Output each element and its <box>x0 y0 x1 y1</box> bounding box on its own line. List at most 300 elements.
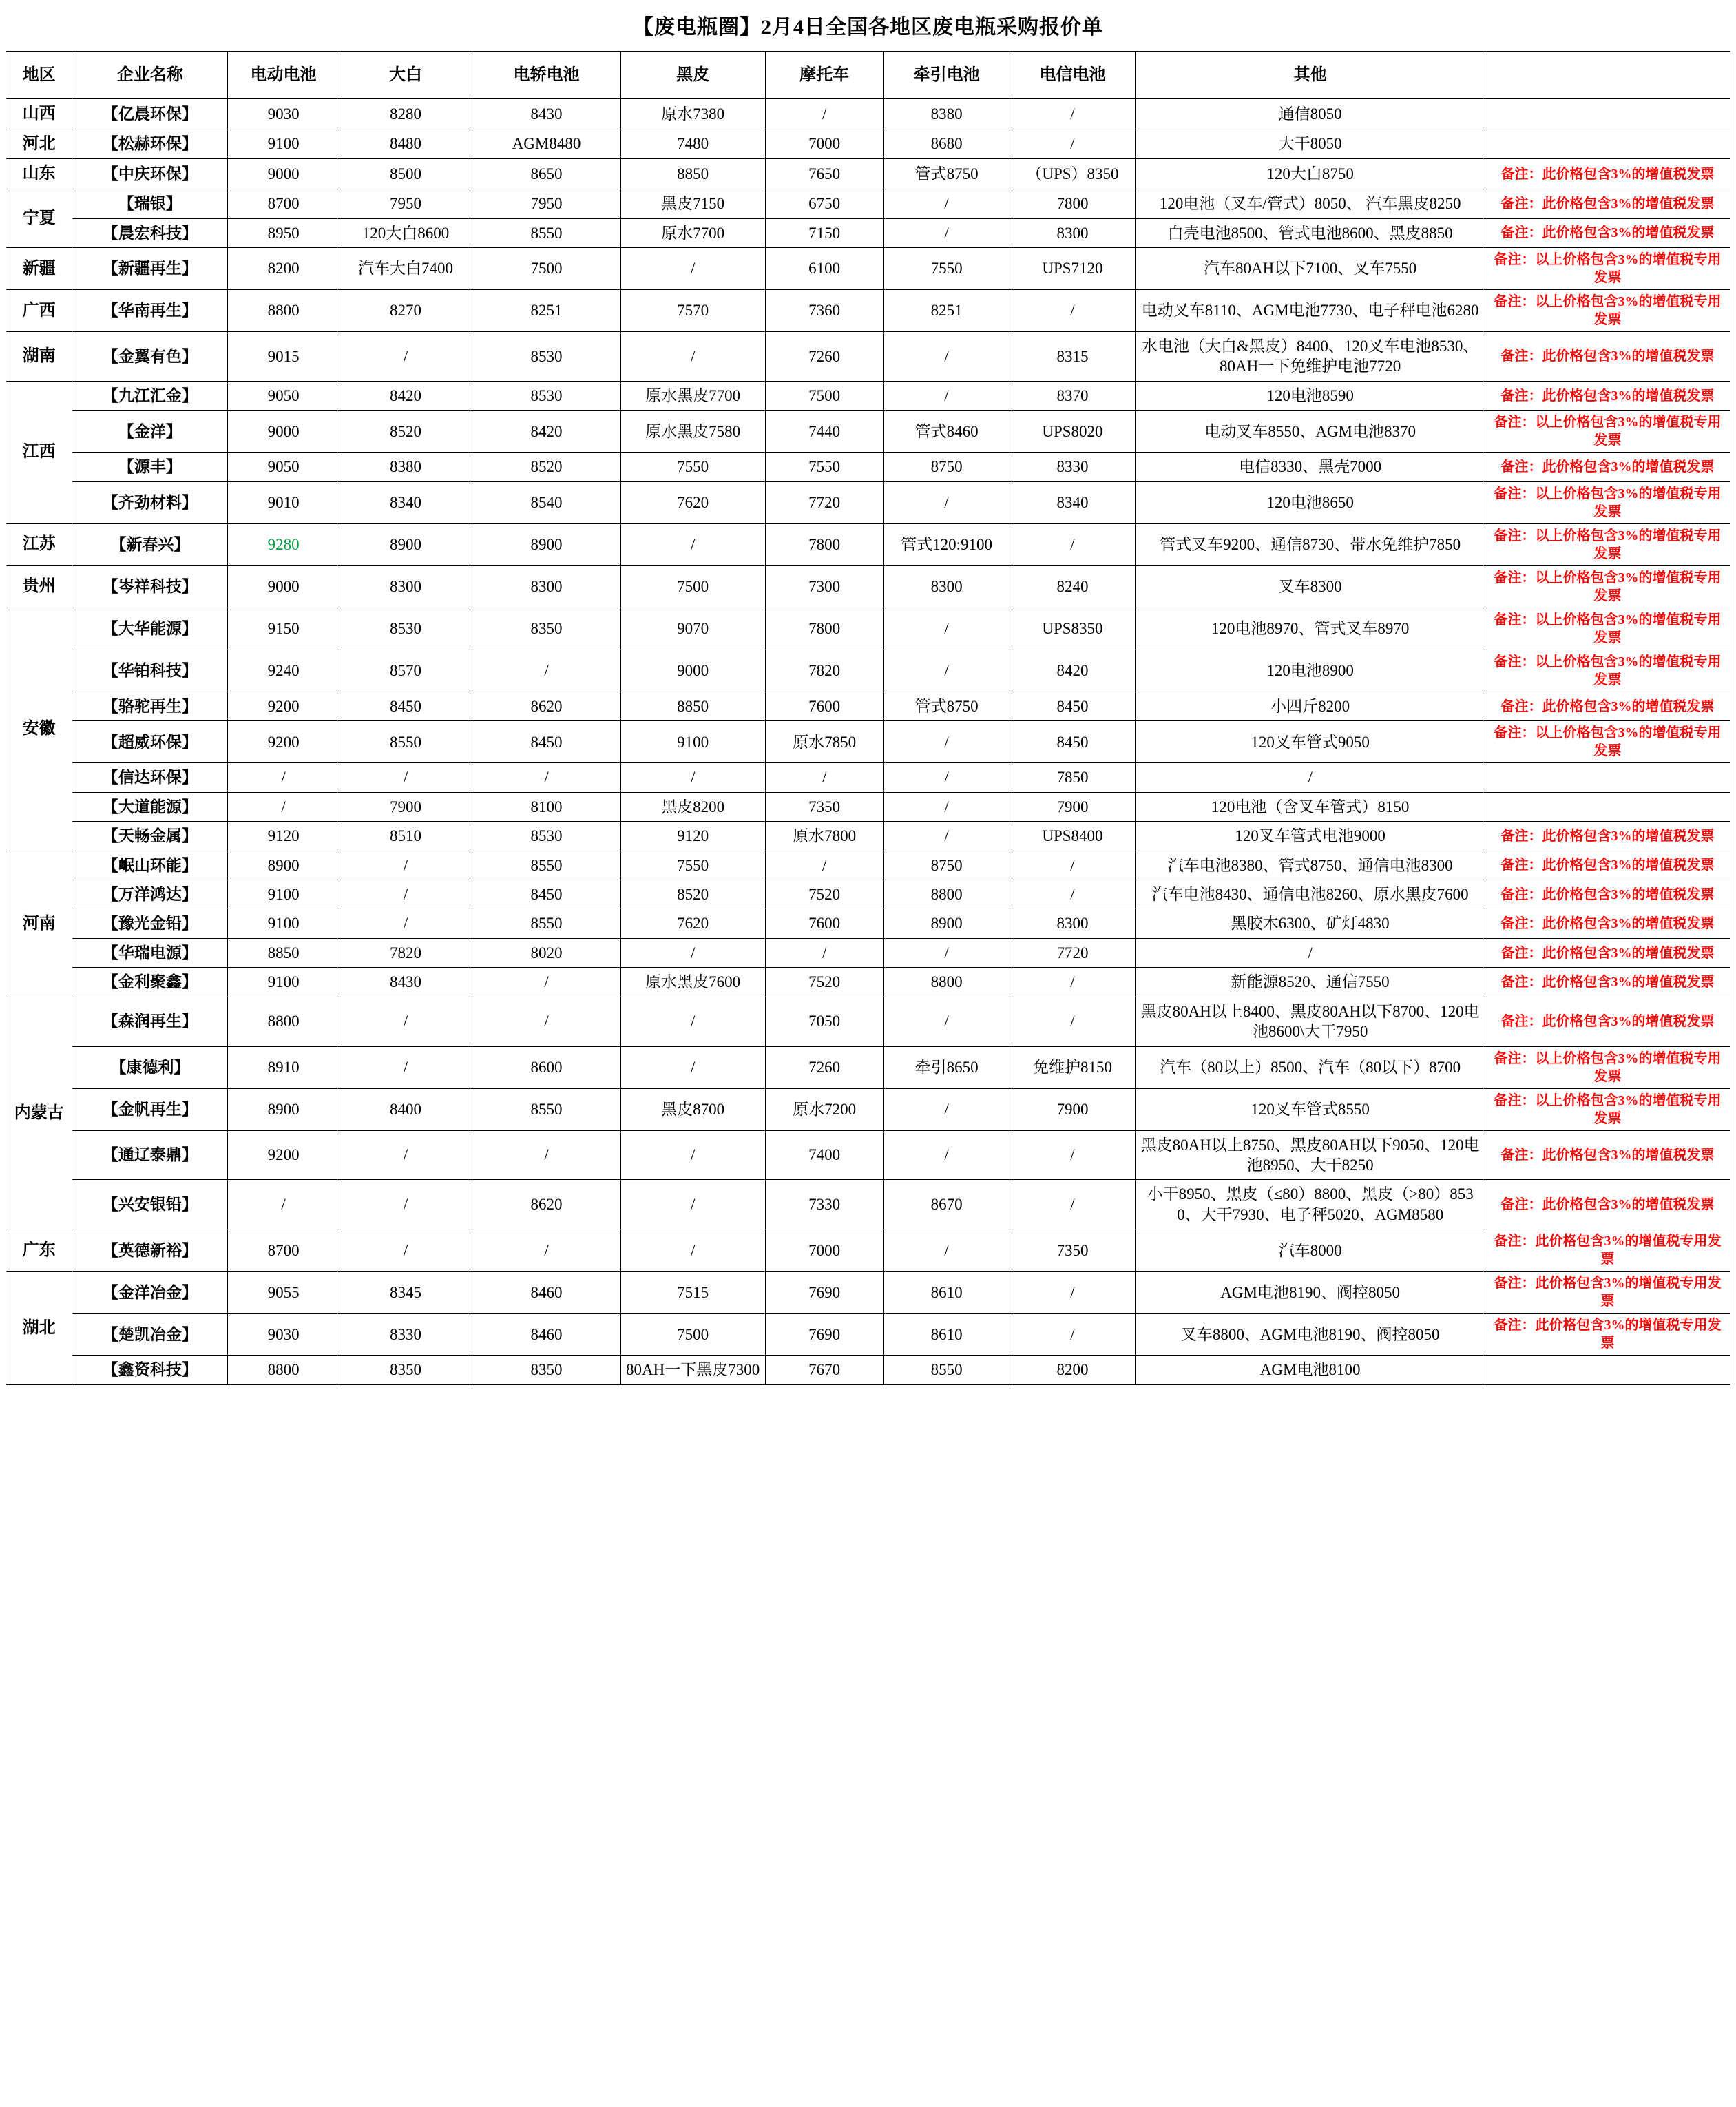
table-row <box>6 938 1730 967</box>
company-cell: 【岑祥科技】 <box>72 565 228 608</box>
car-battery-price-cell: 8550 <box>472 218 620 247</box>
car-battery-price-cell: 8350 <box>472 608 620 650</box>
other-price-cell: / <box>1136 763 1485 792</box>
telecom-price-cell: 8450 <box>1010 721 1136 763</box>
table-row <box>6 851 1730 880</box>
remark-cell: 备注：以上价格包含3%的增值税专用发票 <box>1485 608 1730 650</box>
telecom-price-cell: 8450 <box>1010 692 1136 720</box>
ev-battery-price-cell: 8800 <box>228 290 339 332</box>
company-cell: 【骆驼再生】 <box>72 692 228 720</box>
dabai-price-cell: 8520 <box>339 411 472 453</box>
telecom-price-cell: 8420 <box>1010 650 1136 692</box>
dabai-price-cell: 8900 <box>339 523 472 565</box>
dabai-price-cell: / <box>339 1180 472 1229</box>
other-price-cell: 新能源8520、通信7550 <box>1136 968 1485 997</box>
black-skin-price-cell: 9000 <box>620 650 765 692</box>
other-price-cell: 水电池（大白&黑皮）8400、120叉车电池8530、80AH一下免维护电池7720 <box>1136 332 1485 382</box>
telecom-price-cell: / <box>1010 129 1136 159</box>
ev-battery-price-cell: 9200 <box>228 1130 339 1180</box>
table-row <box>6 332 1730 382</box>
table-row <box>6 997 1730 1046</box>
column-header-telecom: 电信电池 <box>1010 52 1136 99</box>
motorcycle-price-cell: 7600 <box>765 909 883 938</box>
motorcycle-price-cell: 7690 <box>765 1272 883 1314</box>
black-skin-price-cell: 8850 <box>620 692 765 720</box>
region-cell: 内蒙古 <box>6 997 72 1229</box>
company-cell: 【金翼有色】 <box>72 332 228 382</box>
traction-price-cell: / <box>883 721 1010 763</box>
black-skin-price-cell: 7480 <box>620 129 765 159</box>
traction-price-cell: 8550 <box>883 1356 1010 1384</box>
black-skin-price-cell: 9070 <box>620 608 765 650</box>
dabai-price-cell: 8510 <box>339 822 472 851</box>
company-cell: 【华瑞电源】 <box>72 938 228 967</box>
company-cell: 【松赫环保】 <box>72 129 228 159</box>
table-row <box>6 381 1730 410</box>
company-cell: 【亿晨环保】 <box>72 99 228 129</box>
motorcycle-price-cell: 7820 <box>765 650 883 692</box>
traction-price-cell: 8670 <box>883 1180 1010 1229</box>
ev-battery-price-cell: 9055 <box>228 1272 339 1314</box>
table-row <box>6 453 1730 481</box>
car-battery-price-cell: 8100 <box>472 792 620 821</box>
motorcycle-price-cell: 7260 <box>765 1046 883 1088</box>
car-battery-price-cell: / <box>472 650 620 692</box>
telecom-price-cell: 8340 <box>1010 481 1136 523</box>
dabai-price-cell: 7900 <box>339 792 472 821</box>
ev-battery-price-cell: / <box>228 1180 339 1229</box>
table-row <box>6 129 1730 159</box>
black-skin-price-cell: 9120 <box>620 822 765 851</box>
ev-battery-price-cell: 9000 <box>228 565 339 608</box>
column-header-traction: 牵引电池 <box>883 52 1010 99</box>
ev-battery-price-cell: 9100 <box>228 968 339 997</box>
company-cell: 【天畅金属】 <box>72 822 228 851</box>
page-title: 【废电瓶圈】2月4日全国各地区废电瓶采购报价单 <box>633 16 1103 39</box>
ev-battery-price-cell: 8950 <box>228 218 339 247</box>
ev-battery-price-cell: 9015 <box>228 332 339 382</box>
black-skin-price-cell: / <box>620 763 765 792</box>
table-row <box>6 1046 1730 1088</box>
company-cell: 【超威环保】 <box>72 721 228 763</box>
telecom-price-cell: / <box>1010 523 1136 565</box>
dabai-price-cell: 8430 <box>339 968 472 997</box>
region-cell: 新疆 <box>6 248 72 290</box>
column-header-remark <box>1485 52 1730 99</box>
remark-cell: 备注：此价格包含3%的增值税发票 <box>1485 1130 1730 1180</box>
ev-battery-price-cell: 8900 <box>228 851 339 880</box>
company-cell: 【鑫资科技】 <box>72 1356 228 1384</box>
table-row <box>6 968 1730 997</box>
ev-battery-price-cell: 9050 <box>228 381 339 410</box>
telecom-price-cell: / <box>1010 1180 1136 1229</box>
motorcycle-price-cell: 7330 <box>765 1180 883 1229</box>
dabai-price-cell: 8530 <box>339 608 472 650</box>
black-skin-price-cell: 7500 <box>620 1314 765 1356</box>
traction-price-cell: / <box>883 218 1010 247</box>
company-cell: 【森润再生】 <box>72 997 228 1046</box>
traction-price-cell: 8300 <box>883 565 1010 608</box>
car-battery-price-cell: 8460 <box>472 1272 620 1314</box>
other-price-cell: 汽车电池8380、管式8750、通信电池8300 <box>1136 851 1485 880</box>
table-row <box>6 290 1730 332</box>
dabai-price-cell: 8270 <box>339 290 472 332</box>
car-battery-price-cell: 8520 <box>472 453 620 481</box>
motorcycle-price-cell: 7000 <box>765 1229 883 1272</box>
motorcycle-price-cell: 7800 <box>765 523 883 565</box>
ev-battery-price-cell: 8800 <box>228 1356 339 1384</box>
car-battery-price-cell: 8530 <box>472 332 620 382</box>
black-skin-price-cell: 原水黑皮7700 <box>620 381 765 410</box>
motorcycle-price-cell: / <box>765 851 883 880</box>
ev-battery-price-cell: 9280 <box>228 523 339 565</box>
telecom-price-cell: 8300 <box>1010 909 1136 938</box>
price-table <box>6 51 1730 1385</box>
black-skin-price-cell: 原水7700 <box>620 218 765 247</box>
traction-price-cell: 8800 <box>883 968 1010 997</box>
other-price-cell: AGM电池8100 <box>1136 1356 1485 1384</box>
region-cell: 贵州 <box>6 565 72 608</box>
remark-cell: 备注：此价格包含3%的增值税发票 <box>1485 692 1730 720</box>
column-header-other: 其他 <box>1136 52 1485 99</box>
motorcycle-price-cell: 7520 <box>765 968 883 997</box>
region-cell: 宁夏 <box>6 189 72 248</box>
telecom-price-cell: 7850 <box>1010 763 1136 792</box>
region-cell: 山东 <box>6 159 72 189</box>
ev-battery-price-cell: 9200 <box>228 692 339 720</box>
table-row <box>6 1229 1730 1272</box>
ev-battery-price-cell: 8200 <box>228 248 339 290</box>
region-cell: 江西 <box>6 381 72 523</box>
telecom-price-cell: 免维护8150 <box>1010 1046 1136 1088</box>
other-price-cell: 汽车8000 <box>1136 1229 1485 1272</box>
other-price-cell: 黑皮80AH以上8750、黑皮80AH以下9050、120电池8950、大干8250 <box>1136 1130 1485 1180</box>
ev-battery-price-cell: 9030 <box>228 99 339 129</box>
black-skin-price-cell: / <box>620 1130 765 1180</box>
dabai-price-cell: 8450 <box>339 692 472 720</box>
remark-cell: 备注：此价格包含3%的增值税发票 <box>1485 453 1730 481</box>
region-cell: 河北 <box>6 129 72 159</box>
other-price-cell: 黑胶木6300、矿灯4830 <box>1136 909 1485 938</box>
dabai-price-cell: 8400 <box>339 1088 472 1130</box>
telecom-price-cell: （UPS）8350 <box>1010 159 1136 189</box>
dabai-price-cell: 7950 <box>339 189 472 218</box>
telecom-price-cell: 8330 <box>1010 453 1136 481</box>
black-skin-price-cell: / <box>620 1180 765 1229</box>
black-skin-price-cell: / <box>620 997 765 1046</box>
motorcycle-price-cell: / <box>765 938 883 967</box>
other-price-cell: AGM电池8190、阀控8050 <box>1136 1272 1485 1314</box>
car-battery-price-cell: 8530 <box>472 381 620 410</box>
dabai-price-cell: / <box>339 880 472 909</box>
dabai-price-cell: 8380 <box>339 453 472 481</box>
traction-price-cell: 管式8460 <box>883 411 1010 453</box>
table-row <box>6 822 1730 851</box>
motorcycle-price-cell: 7550 <box>765 453 883 481</box>
table-row <box>6 763 1730 792</box>
dabai-price-cell: / <box>339 1229 472 1272</box>
company-cell: 【华铂科技】 <box>72 650 228 692</box>
car-battery-price-cell: / <box>472 1229 620 1272</box>
other-price-cell: 120电池8650 <box>1136 481 1485 523</box>
table-row <box>6 1356 1730 1384</box>
car-battery-price-cell: 8460 <box>472 1314 620 1356</box>
dabai-price-cell: 7820 <box>339 938 472 967</box>
traction-price-cell: / <box>883 189 1010 218</box>
company-cell: 【华南再生】 <box>72 290 228 332</box>
other-price-cell: 小四斤8200 <box>1136 692 1485 720</box>
car-battery-price-cell: 8550 <box>472 851 620 880</box>
traction-price-cell: 8800 <box>883 880 1010 909</box>
traction-price-cell: 管式8750 <box>883 692 1010 720</box>
remark-cell: 备注：此价格包含3%的增值税发票 <box>1485 159 1730 189</box>
ev-battery-price-cell: 9050 <box>228 453 339 481</box>
remark-cell: 备注：以上价格包含3%的增值税专用发票 <box>1485 565 1730 608</box>
black-skin-price-cell: 8850 <box>620 159 765 189</box>
black-skin-price-cell: 黑皮7150 <box>620 189 765 218</box>
motorcycle-price-cell: 原水7850 <box>765 721 883 763</box>
other-price-cell: 黑皮80AH以上8400、黑皮80AH以下8700、120电池8600\大干7950 <box>1136 997 1485 1046</box>
black-skin-price-cell: 7620 <box>620 481 765 523</box>
black-skin-price-cell: 7550 <box>620 851 765 880</box>
company-cell: 【康德利】 <box>72 1046 228 1088</box>
telecom-price-cell: UPS7120 <box>1010 248 1136 290</box>
dabai-price-cell: 8550 <box>339 721 472 763</box>
region-cell: 广东 <box>6 1229 72 1272</box>
table-row <box>6 523 1730 565</box>
black-skin-price-cell: 黑皮8200 <box>620 792 765 821</box>
telecom-price-cell: / <box>1010 99 1136 129</box>
company-cell: 【源丰】 <box>72 453 228 481</box>
traction-price-cell: 8380 <box>883 99 1010 129</box>
table-row <box>6 411 1730 453</box>
table-row <box>6 1130 1730 1180</box>
dabai-price-cell: 120大白8600 <box>339 218 472 247</box>
company-cell: 【岷山环能】 <box>72 851 228 880</box>
car-battery-price-cell: 8020 <box>472 938 620 967</box>
car-battery-price-cell: 8420 <box>472 411 620 453</box>
motorcycle-price-cell: 7690 <box>765 1314 883 1356</box>
telecom-price-cell: UPS8400 <box>1010 822 1136 851</box>
ev-battery-price-cell: 9030 <box>228 1314 339 1356</box>
traction-price-cell: / <box>883 381 1010 410</box>
ev-battery-price-cell: 8850 <box>228 938 339 967</box>
traction-price-cell: 8610 <box>883 1272 1010 1314</box>
car-battery-price-cell: / <box>472 997 620 1046</box>
telecom-price-cell: 8200 <box>1010 1356 1136 1384</box>
table-row <box>6 1088 1730 1130</box>
black-skin-price-cell: 7570 <box>620 290 765 332</box>
car-battery-price-cell: 8600 <box>472 1046 620 1088</box>
company-cell: 【兴安银铅】 <box>72 1180 228 1229</box>
motorcycle-price-cell: 7520 <box>765 880 883 909</box>
car-battery-price-cell: 8450 <box>472 880 620 909</box>
table-row <box>6 721 1730 763</box>
remark-cell: 备注：此价格包含3%的增值税发票 <box>1485 822 1730 851</box>
telecom-price-cell: / <box>1010 997 1136 1046</box>
other-price-cell: 叉车8300 <box>1136 565 1485 608</box>
black-skin-price-cell: / <box>620 938 765 967</box>
column-header-region: 地区 <box>6 52 72 99</box>
table-row <box>6 218 1730 247</box>
company-cell: 【万洋鸿达】 <box>72 880 228 909</box>
remark-cell: 备注：此价格包含3%的增值税发票 <box>1485 851 1730 880</box>
motorcycle-price-cell: 原水7200 <box>765 1088 883 1130</box>
car-battery-price-cell: 8620 <box>472 692 620 720</box>
motorcycle-price-cell: / <box>765 763 883 792</box>
car-battery-price-cell: 8620 <box>472 1180 620 1229</box>
table-row <box>6 99 1730 129</box>
company-cell: 【新疆再生】 <box>72 248 228 290</box>
black-skin-price-cell: 7620 <box>620 909 765 938</box>
remark-cell: 备注：此价格包含3%的增值税发票 <box>1485 938 1730 967</box>
remark-cell <box>1485 792 1730 821</box>
traction-price-cell: / <box>883 997 1010 1046</box>
remark-cell: 备注：以上价格包含3%的增值税专用发票 <box>1485 1088 1730 1130</box>
ev-battery-price-cell: 9000 <box>228 411 339 453</box>
telecom-price-cell: 7720 <box>1010 938 1136 967</box>
motorcycle-price-cell: 7350 <box>765 792 883 821</box>
table-row <box>6 481 1730 523</box>
traction-price-cell: / <box>883 1229 1010 1272</box>
remark-cell: 备注：此价格包含3%的增值税专用发票 <box>1485 1229 1730 1272</box>
car-battery-price-cell: 8550 <box>472 909 620 938</box>
column-header-black-skin: 黑皮 <box>620 52 765 99</box>
car-battery-price-cell: 8900 <box>472 523 620 565</box>
region-cell: 广西 <box>6 290 72 332</box>
telecom-price-cell: 8240 <box>1010 565 1136 608</box>
company-cell: 【通辽泰鼎】 <box>72 1130 228 1180</box>
motorcycle-price-cell: 7400 <box>765 1130 883 1180</box>
ev-battery-price-cell: 9100 <box>228 880 339 909</box>
region-cell: 河南 <box>6 851 72 997</box>
ev-battery-price-cell: 9150 <box>228 608 339 650</box>
black-skin-price-cell: 8520 <box>620 880 765 909</box>
remark-cell: 备注：以上价格包含3%的增值税专用发票 <box>1485 411 1730 453</box>
other-price-cell: 叉车8800、AGM电池8190、阀控8050 <box>1136 1314 1485 1356</box>
other-price-cell: 120电池8970、管式叉车8970 <box>1136 608 1485 650</box>
other-price-cell: 120大白8750 <box>1136 159 1485 189</box>
ev-battery-price-cell: 9200 <box>228 721 339 763</box>
remark-cell: 备注：以上价格包含3%的增值税专用发票 <box>1485 248 1730 290</box>
remark-cell: 备注：此价格包含3%的增值税发票 <box>1485 968 1730 997</box>
region-cell: 安徽 <box>6 608 72 851</box>
telecom-price-cell: 8370 <box>1010 381 1136 410</box>
car-battery-price-cell: / <box>472 763 620 792</box>
column-header-dabai: 大白 <box>339 52 472 99</box>
motorcycle-price-cell: 7360 <box>765 290 883 332</box>
region-cell: 湖南 <box>6 332 72 382</box>
other-price-cell: 汽车电池8430、通信电池8260、原水黑皮7600 <box>1136 880 1485 909</box>
column-header-motorcycle: 摩托车 <box>765 52 883 99</box>
other-price-cell: / <box>1136 938 1485 967</box>
dabai-price-cell: 8500 <box>339 159 472 189</box>
other-price-cell: 120电池8590 <box>1136 381 1485 410</box>
company-cell: 【豫光金铅】 <box>72 909 228 938</box>
dabai-price-cell: 汽车大白7400 <box>339 248 472 290</box>
ev-battery-price-cell: 9240 <box>228 650 339 692</box>
motorcycle-price-cell: 7000 <box>765 129 883 159</box>
remark-cell: 备注：以上价格包含3%的增值税专用发票 <box>1485 650 1730 692</box>
ev-battery-price-cell: / <box>228 763 339 792</box>
traction-price-cell: / <box>883 332 1010 382</box>
ev-battery-price-cell: 8900 <box>228 1088 339 1130</box>
traction-price-cell: 8900 <box>883 909 1010 938</box>
car-battery-price-cell: AGM8480 <box>472 129 620 159</box>
other-price-cell: 120叉车管式8550 <box>1136 1088 1485 1130</box>
dabai-price-cell: / <box>339 332 472 382</box>
table-row <box>6 692 1730 720</box>
telecom-price-cell: 7900 <box>1010 792 1136 821</box>
dabai-price-cell: 8350 <box>339 1356 472 1384</box>
other-price-cell: 120电池8900 <box>1136 650 1485 692</box>
traction-price-cell: 7550 <box>883 248 1010 290</box>
traction-price-cell: 牵引8650 <box>883 1046 1010 1088</box>
dabai-price-cell: 8300 <box>339 565 472 608</box>
remark-cell: 备注：以上价格包含3%的增值税专用发票 <box>1485 481 1730 523</box>
ev-battery-price-cell: 8800 <box>228 997 339 1046</box>
ev-battery-price-cell: 9100 <box>228 909 339 938</box>
remark-cell: 备注：此价格包含3%的增值税发票 <box>1485 909 1730 938</box>
traction-price-cell: / <box>883 1130 1010 1180</box>
company-cell: 【新春兴】 <box>72 523 228 565</box>
company-cell: 【金洋冶金】 <box>72 1272 228 1314</box>
region-cell: 湖北 <box>6 1272 72 1384</box>
car-battery-price-cell: 8450 <box>472 721 620 763</box>
traction-price-cell: 管式120:9100 <box>883 523 1010 565</box>
motorcycle-price-cell: 7720 <box>765 481 883 523</box>
dabai-price-cell: 8280 <box>339 99 472 129</box>
table-row <box>6 880 1730 909</box>
motorcycle-price-cell: 7670 <box>765 1356 883 1384</box>
traction-price-cell: / <box>883 481 1010 523</box>
region-cell: 山西 <box>6 99 72 129</box>
motorcycle-price-cell: 7600 <box>765 692 883 720</box>
black-skin-price-cell: 黑皮8700 <box>620 1088 765 1130</box>
table-row <box>6 248 1730 290</box>
company-cell: 【中庆环保】 <box>72 159 228 189</box>
ev-battery-price-cell: 9010 <box>228 481 339 523</box>
remark-cell: 备注：此价格包含3%的增值税专用发票 <box>1485 1272 1730 1314</box>
table-row <box>6 1314 1730 1356</box>
motorcycle-price-cell: 原水7800 <box>765 822 883 851</box>
ev-battery-price-cell: 9120 <box>228 822 339 851</box>
other-price-cell: 120叉车管式9050 <box>1136 721 1485 763</box>
company-cell: 【大华能源】 <box>72 608 228 650</box>
telecom-price-cell: / <box>1010 880 1136 909</box>
traction-price-cell: 8680 <box>883 129 1010 159</box>
black-skin-price-cell: 80AH一下黑皮7300 <box>620 1356 765 1384</box>
black-skin-price-cell: 原水7380 <box>620 99 765 129</box>
traction-price-cell: 8251 <box>883 290 1010 332</box>
telecom-price-cell: UPS8350 <box>1010 608 1136 650</box>
other-price-cell: 汽车80AH以下7100、叉车7550 <box>1136 248 1485 290</box>
remark-cell: 备注：此价格包含3%的增值税专用发票 <box>1485 1314 1730 1356</box>
traction-price-cell: 8750 <box>883 453 1010 481</box>
telecom-price-cell: / <box>1010 1272 1136 1314</box>
other-price-cell: 白壳电池8500、管式电池8600、黑皮8850 <box>1136 218 1485 247</box>
dabai-price-cell: 8420 <box>339 381 472 410</box>
motorcycle-price-cell: 7440 <box>765 411 883 453</box>
motorcycle-price-cell: / <box>765 99 883 129</box>
traction-price-cell: / <box>883 1088 1010 1130</box>
traction-price-cell: / <box>883 938 1010 967</box>
remark-cell: 备注：此价格包含3%的增值税发票 <box>1485 1180 1730 1229</box>
region-cell: 江苏 <box>6 523 72 565</box>
telecom-price-cell: / <box>1010 290 1136 332</box>
car-battery-price-cell: / <box>472 968 620 997</box>
black-skin-price-cell: 原水黑皮7600 <box>620 968 765 997</box>
